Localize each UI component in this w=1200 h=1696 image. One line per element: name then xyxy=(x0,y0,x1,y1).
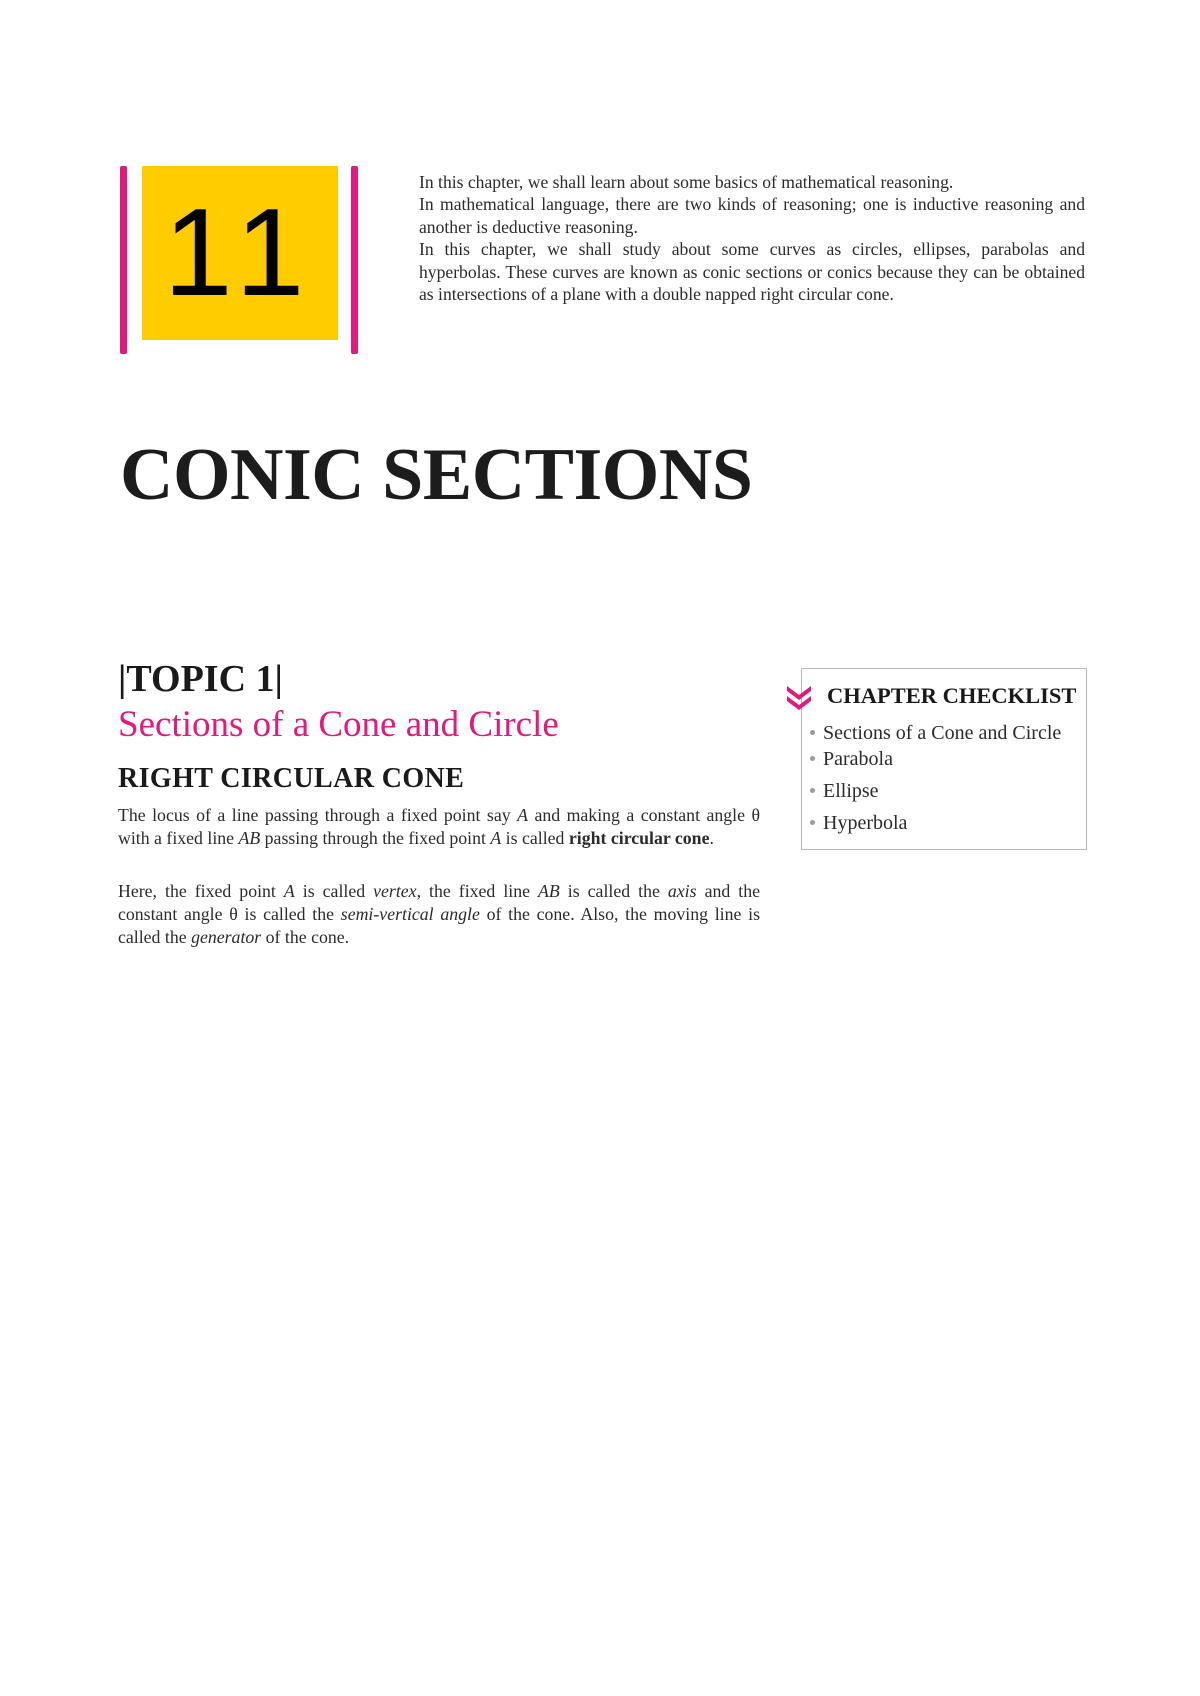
variable: A xyxy=(517,805,528,825)
bullet-icon xyxy=(810,730,815,735)
checklist-item-label: Hyperbola xyxy=(823,812,908,834)
checklist-item xyxy=(810,781,879,801)
variable: AB xyxy=(238,828,261,848)
chapter-intro xyxy=(419,171,1085,305)
topic-title: Sections of a Cone and Circle xyxy=(118,704,559,745)
section-heading: RIGHT CIRCULAR CONE xyxy=(118,763,465,794)
checklist-item-label: Parabola xyxy=(823,748,893,770)
chapter-number-left-bar xyxy=(120,166,127,354)
checklist-item-label: Sections of a Cone and Circle xyxy=(823,722,1062,744)
text-run: of the cone. xyxy=(261,927,350,947)
text-run: Here, the fixed point xyxy=(118,881,284,901)
topic-label: |TOPIC 1| xyxy=(118,658,283,700)
bullet-icon xyxy=(810,756,815,761)
text-run: is called xyxy=(294,881,374,901)
checklist-item xyxy=(810,723,1061,743)
definition-paragraph xyxy=(118,804,760,850)
text-run: The locus of a line passing through a fixed point say xyxy=(118,805,518,825)
checklist-item xyxy=(810,749,893,769)
intro-paragraph: In this chapter, we shall learn about some basics of mathematical reasoning. xyxy=(419,172,954,192)
text-run: passing through the fixed point xyxy=(260,828,491,848)
bullet-icon xyxy=(810,820,815,825)
bold-term: right circular cone xyxy=(568,828,710,848)
chapter-number: 11 xyxy=(163,184,317,322)
text-run: and the constant angle θ is called the xyxy=(118,881,760,924)
intro-paragraph: In this chapter, we shall study about some curves as circles, ellipses, parabolas and hyperbolas. These curves are known as conic sections or conics because they can be obtained as intersections of a plane with a double napped right circular cone. xyxy=(419,239,1085,305)
variable: A xyxy=(490,828,502,848)
bullet-icon xyxy=(810,788,815,793)
chapter-title: CONIC SECTIONS xyxy=(120,434,753,516)
chapter-number-box xyxy=(142,166,338,340)
double-chevron-down-icon xyxy=(784,684,814,712)
explanation-paragraph xyxy=(118,880,760,949)
chapter-number-right-bar xyxy=(351,166,358,354)
checklist-title: CHAPTER CHECKLIST xyxy=(827,683,1077,708)
variable: A xyxy=(283,881,295,901)
text-run: and making a constant angle θ with a fixed line xyxy=(118,805,760,848)
text-run: is called the xyxy=(559,881,668,901)
text-run: of the cone. Also, the moving line is called the xyxy=(118,904,760,947)
text-run: , the fixed line xyxy=(416,881,539,901)
variable: AB xyxy=(538,881,560,901)
intro-paragraph: In mathematical language, there are two kinds of reasoning; one is inductive reasoning and another is deductive reasoning. xyxy=(419,194,1085,237)
checklist-item xyxy=(810,813,907,833)
italic-term: generator xyxy=(191,927,262,947)
text-run: is called xyxy=(501,828,569,848)
italic-term: semi-vertical angle xyxy=(340,904,480,924)
italic-term: vertex xyxy=(373,881,417,901)
text-run: . xyxy=(709,828,714,848)
checklist-item-label: Ellipse xyxy=(823,780,879,802)
italic-term: axis xyxy=(667,881,697,901)
